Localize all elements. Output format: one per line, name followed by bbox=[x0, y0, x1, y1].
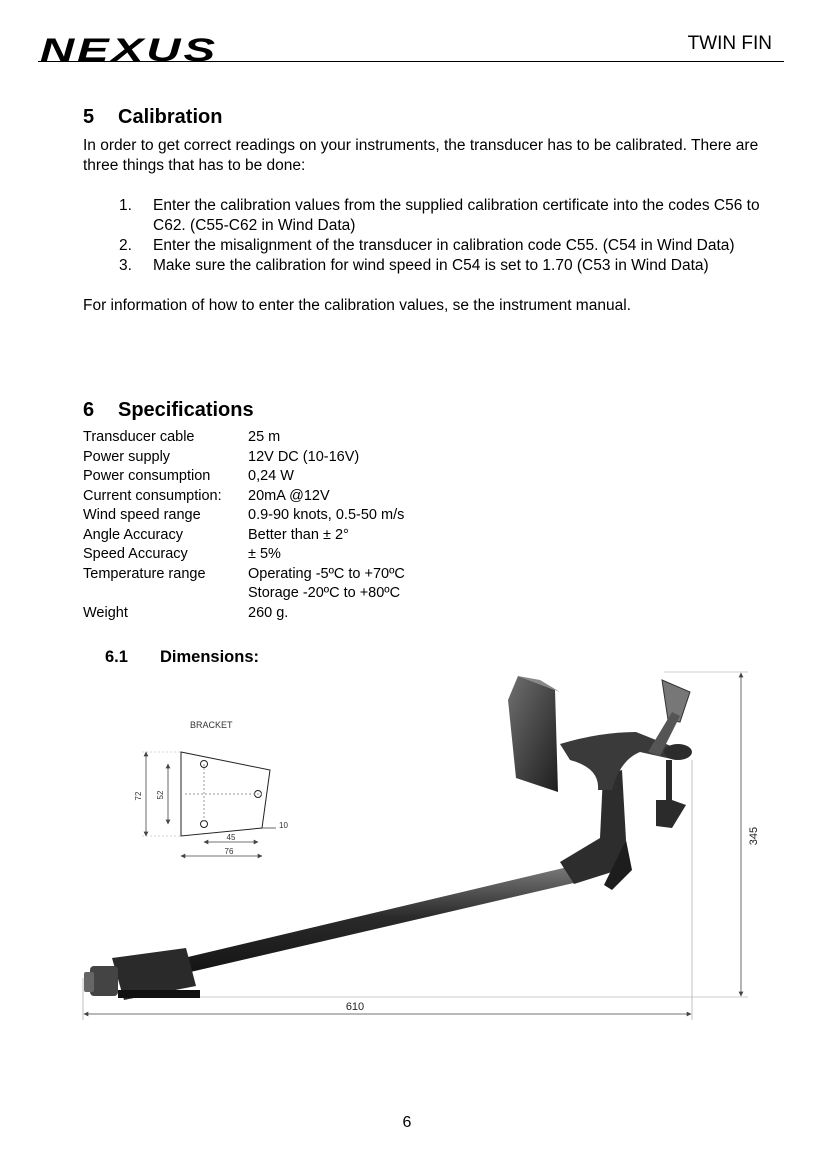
specifications-section bbox=[83, 399, 773, 623]
dim-610: 610 bbox=[345, 1001, 365, 1013]
cable-connector bbox=[90, 966, 118, 996]
step-text: Enter the calibration values from the supplied calibration certificate into the codes C56 to C62. (C55-C62 in Wind Data) bbox=[153, 197, 760, 234]
spec-row bbox=[83, 448, 773, 468]
spec-value: ± 5% bbox=[248, 546, 281, 562]
calibration-steps bbox=[83, 196, 773, 276]
nexus-logo bbox=[40, 34, 220, 64]
spec-value: 20mA @12V bbox=[248, 487, 330, 504]
spec-table bbox=[83, 428, 773, 623]
calibration-intro: In order to get correct readings on your instruments, the transducer has to be calibrated. There are three things that has to be done: bbox=[83, 137, 759, 174]
spec-row bbox=[83, 487, 773, 507]
spec-key: Current consumption: bbox=[83, 487, 222, 504]
spec-key: Wind speed range bbox=[83, 507, 201, 523]
spec-value: 12V DC (10-16V) bbox=[248, 448, 360, 465]
spec-key: Speed Accuracy bbox=[83, 546, 188, 562]
spec-value: 0,24 W bbox=[248, 468, 294, 484]
dim-76: 76 bbox=[224, 847, 234, 856]
step-number: 2. bbox=[119, 237, 132, 254]
header-title: TWIN FIN bbox=[687, 33, 772, 54]
spec-row bbox=[83, 506, 773, 526]
spec-key: Weight bbox=[83, 604, 128, 621]
section-number: 6 bbox=[83, 399, 95, 421]
transducer-base-plate bbox=[118, 990, 200, 998]
spec-row bbox=[83, 526, 773, 546]
step-number: 3. bbox=[119, 257, 132, 274]
spec-value: Better than ± 2° bbox=[248, 526, 349, 543]
spec-value: 25 m bbox=[248, 429, 281, 445]
calibration-heading bbox=[83, 106, 773, 129]
spec-row bbox=[83, 604, 773, 624]
spec-key bbox=[83, 584, 248, 604]
dimensions-drawing bbox=[0, 660, 814, 1040]
spec-key: Angle Accuracy bbox=[83, 526, 183, 543]
calibration-step bbox=[83, 256, 773, 276]
specifications-heading bbox=[83, 399, 773, 422]
spec-row bbox=[83, 565, 773, 585]
page-number: 6 bbox=[402, 1114, 412, 1131]
spec-value: 260 g. bbox=[248, 604, 289, 621]
calibration-section bbox=[83, 106, 773, 316]
transducer-illustration bbox=[84, 676, 692, 1000]
spec-value: 0.9-90 knots, 0.5-50 m/s bbox=[248, 507, 405, 523]
calibration-step bbox=[83, 196, 773, 236]
section-title: Specifications bbox=[118, 399, 254, 421]
dim-52: 52 bbox=[156, 790, 165, 800]
dim-345: 345 bbox=[748, 826, 760, 846]
transducer-pole bbox=[150, 866, 578, 980]
spec-key: Temperature range bbox=[83, 565, 206, 582]
spec-key: Power consumption bbox=[83, 468, 211, 484]
step-number: 1. bbox=[119, 197, 132, 214]
bracket-label: BRACKET bbox=[190, 720, 233, 730]
spec-row bbox=[83, 545, 773, 565]
spec-row bbox=[83, 584, 773, 604]
propeller-hub bbox=[664, 744, 692, 760]
dim-10: 10 bbox=[279, 821, 288, 830]
spec-value: Operating -5ºC to +70ºC bbox=[248, 565, 405, 582]
section-title: Dimensions: bbox=[160, 648, 260, 666]
cable-connector-nut bbox=[84, 972, 94, 992]
wind-vane-fin bbox=[508, 676, 558, 792]
spec-key: Transducer cable bbox=[83, 429, 195, 445]
spec-value: Storage -20ºC to +80ºC bbox=[248, 585, 401, 601]
spec-key: Power supply bbox=[83, 448, 171, 465]
calibration-footer-note: For information of how to enter the calibration values, se the instrument manual. bbox=[83, 297, 631, 314]
header-rule bbox=[38, 61, 784, 62]
logo-text: NEXUS bbox=[40, 34, 218, 64]
spec-row bbox=[83, 467, 773, 487]
section-number: 6.1 bbox=[105, 648, 128, 666]
lower-fin bbox=[656, 760, 686, 828]
bracket-drawing bbox=[134, 720, 288, 856]
step-text: Make sure the calibration for wind speed in C54 is set to 1.70 (C53 in Wind Data) bbox=[153, 257, 709, 274]
dim-72: 72 bbox=[134, 791, 143, 801]
step-text: Enter the misalignment of the transducer in calibration code C55. (C54 in Wind Data) bbox=[153, 237, 735, 254]
spec-row bbox=[83, 428, 773, 448]
section-title: Calibration bbox=[118, 106, 223, 128]
section-number: 5 bbox=[83, 106, 95, 128]
dim-45: 45 bbox=[226, 833, 236, 842]
calibration-step bbox=[83, 236, 773, 256]
